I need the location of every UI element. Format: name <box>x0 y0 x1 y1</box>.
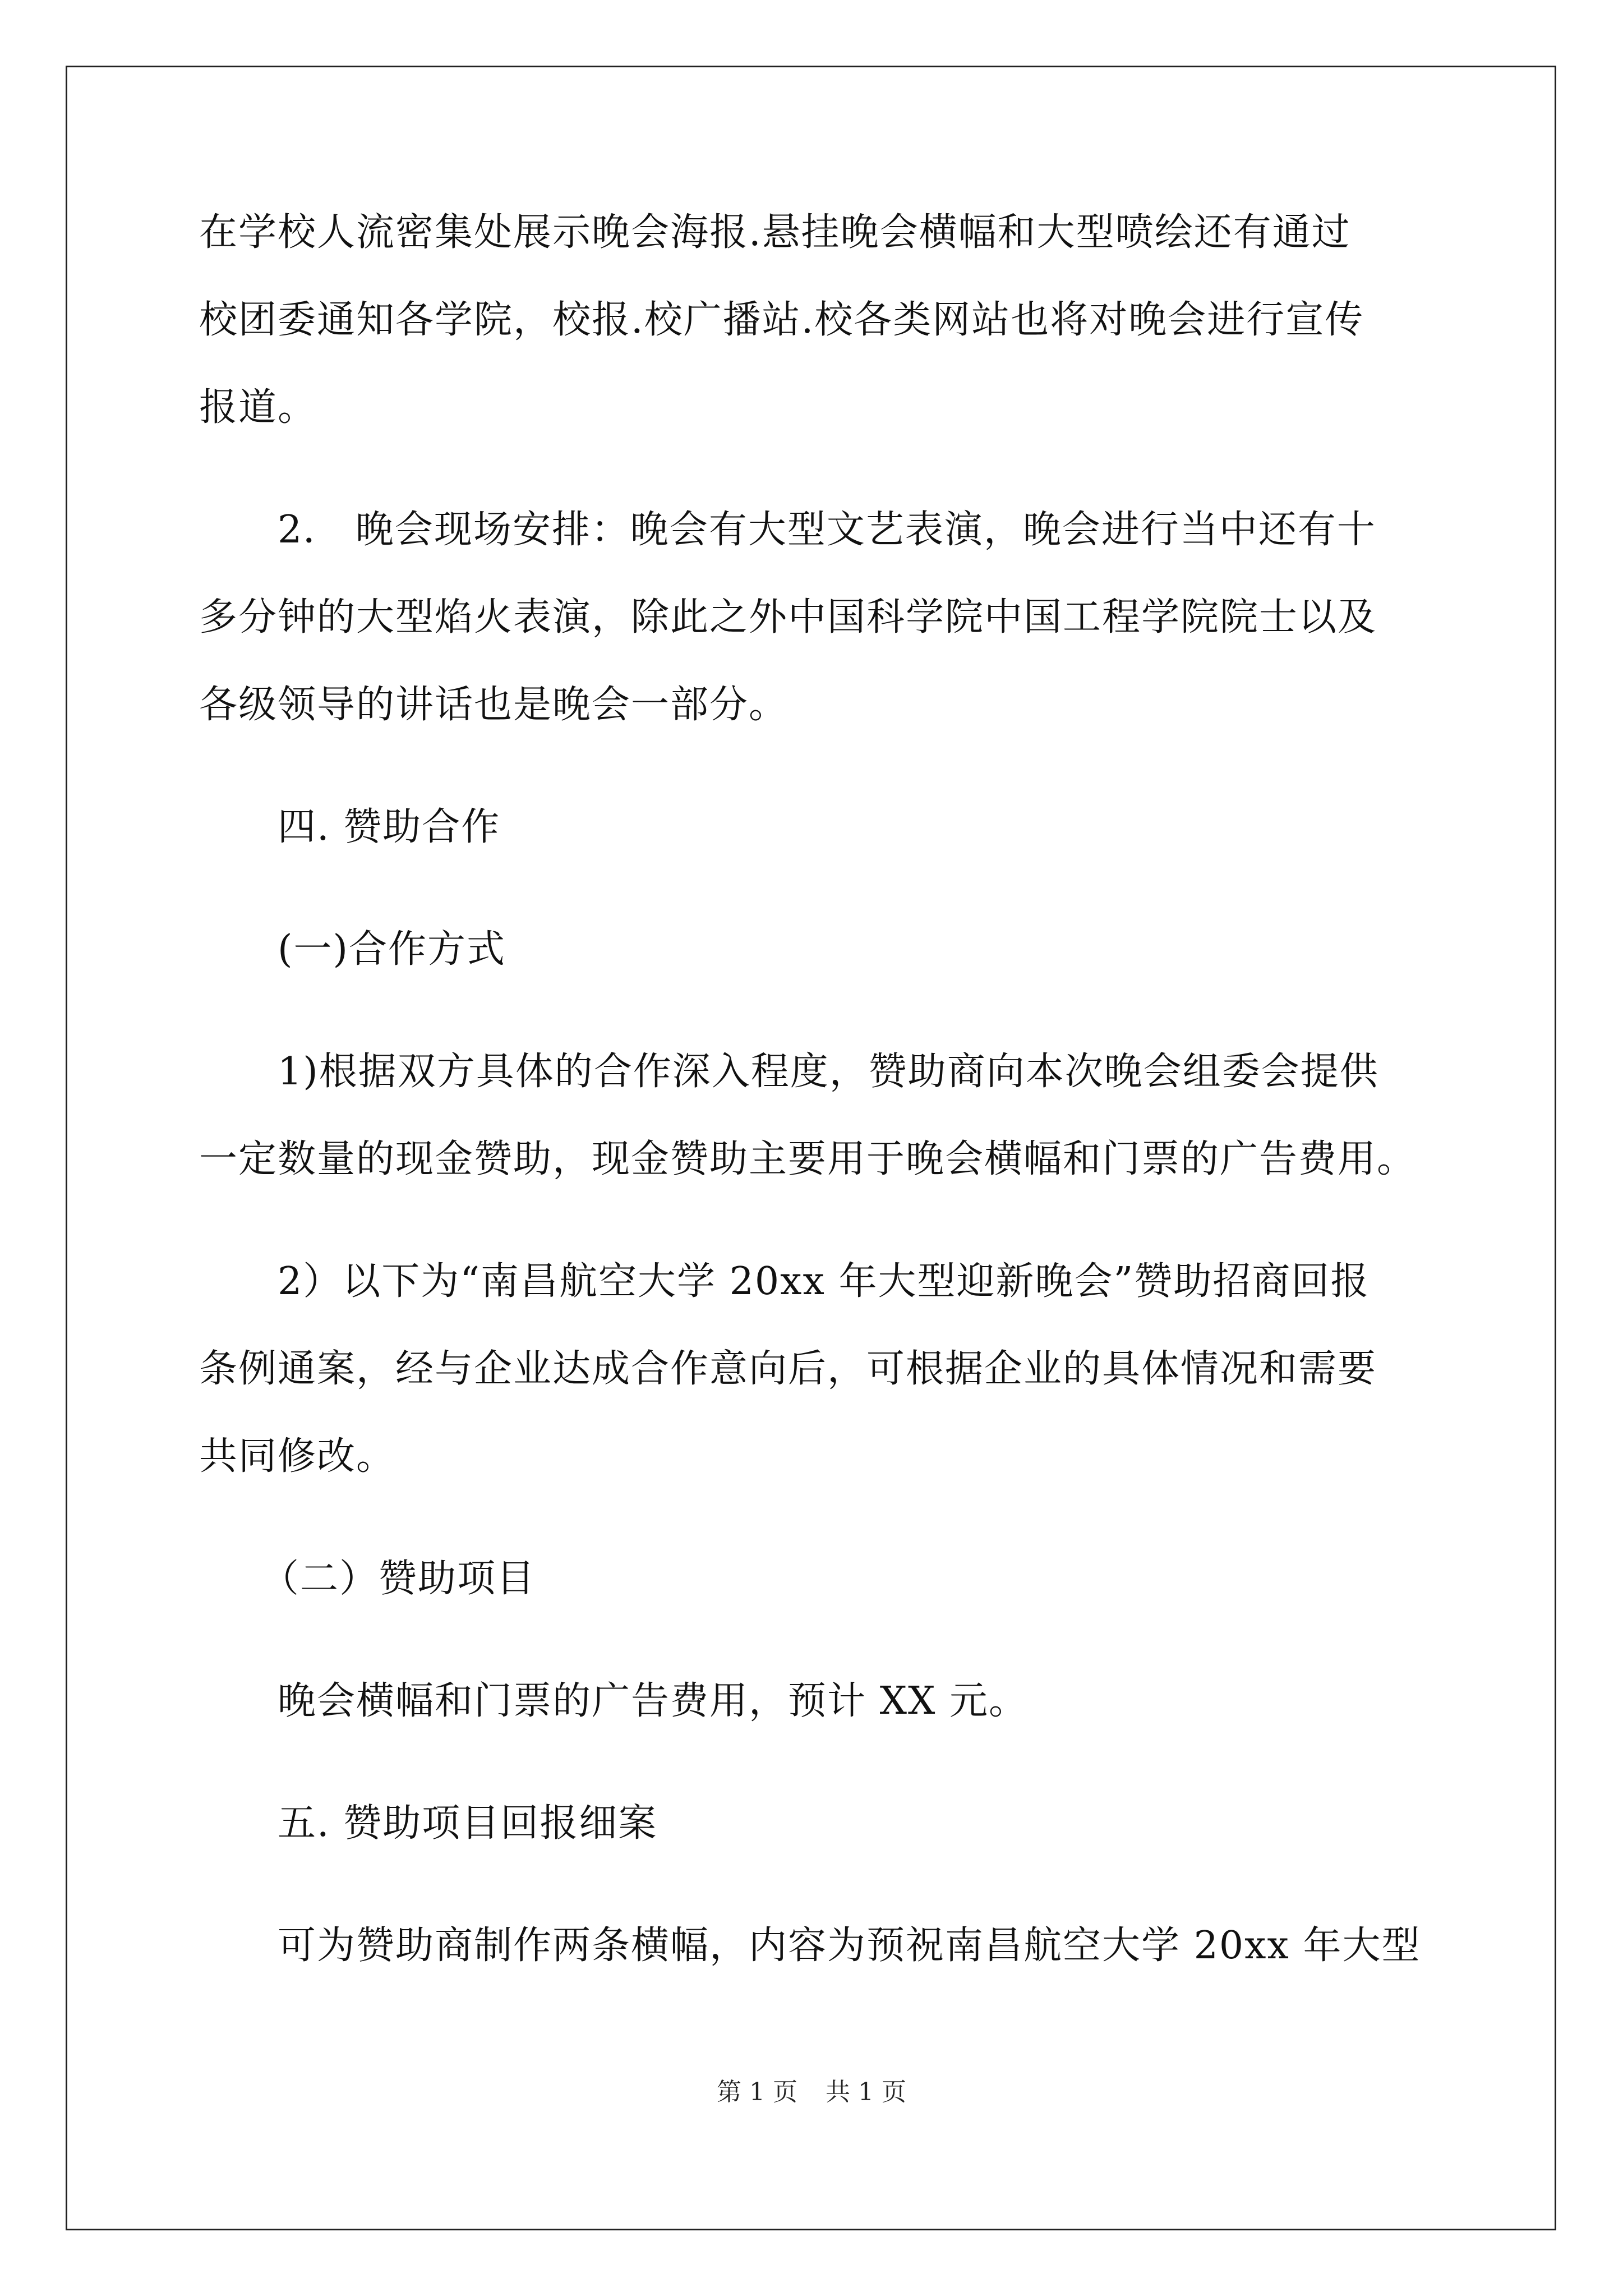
section-heading: 四. 赞助合作 <box>278 805 501 849</box>
paragraph-line: 多分钟的大型焰火表演，除此之外中国科学院中国工程学院院士以及 <box>199 595 1377 639</box>
paragraph-line: 各级领导的讲话也是晚会一部分。 <box>199 683 789 727</box>
paragraph-line: 一定数量的现金赞助，现金赞助主要用于晚会横幅和门票的广告费用。 <box>199 1137 1417 1181</box>
paragraph-line: 2）以下为“南昌航空大学 20xx 年大型迎新晚会”赞助招商回报 <box>278 1259 1370 1304</box>
subsection-heading: （二）赞助项目 <box>261 1557 536 1601</box>
paragraph-line: 共同修改。 <box>199 1434 396 1479</box>
paragraph-line: 1)根据双方具体的合作深入程度，赞助商向本次晚会组委会提供 <box>278 1050 1379 1094</box>
paragraph-line: 在学校人流密集处展示晚会海报.悬挂晚会横幅和大型喷绘还有通过 <box>199 210 1351 255</box>
paragraph-line: 2． 晚会现场安排：晚会有大型文艺表演，晚会进行当中还有十 <box>278 508 1376 552</box>
paragraph-line: 晚会横幅和门票的广告费用，预计 XX 元。 <box>278 1679 1029 1723</box>
subsection-heading: (一)合作方式 <box>278 927 506 972</box>
page-number: 第 1 页 <box>717 2078 797 2106</box>
paragraph-line: 条例通案，经与企业达成合作意向后，可根据企业的具体情况和需要 <box>199 1347 1377 1391</box>
paragraph-line: 报道。 <box>199 385 317 430</box>
section-heading: 五. 赞助项目回报细案 <box>278 1801 658 1846</box>
page-footer <box>0 2076 1623 2109</box>
paragraph-line: 校团委通知各学院，校报.校广播站.校各类网站也将对晚会进行宣传 <box>199 298 1364 342</box>
paragraph-line: 可为赞助商制作两条横幅，内容为预祝南昌航空大学 20xx 年大型 <box>278 1924 1421 1968</box>
page-total: 共 1 页 <box>826 2078 906 2106</box>
